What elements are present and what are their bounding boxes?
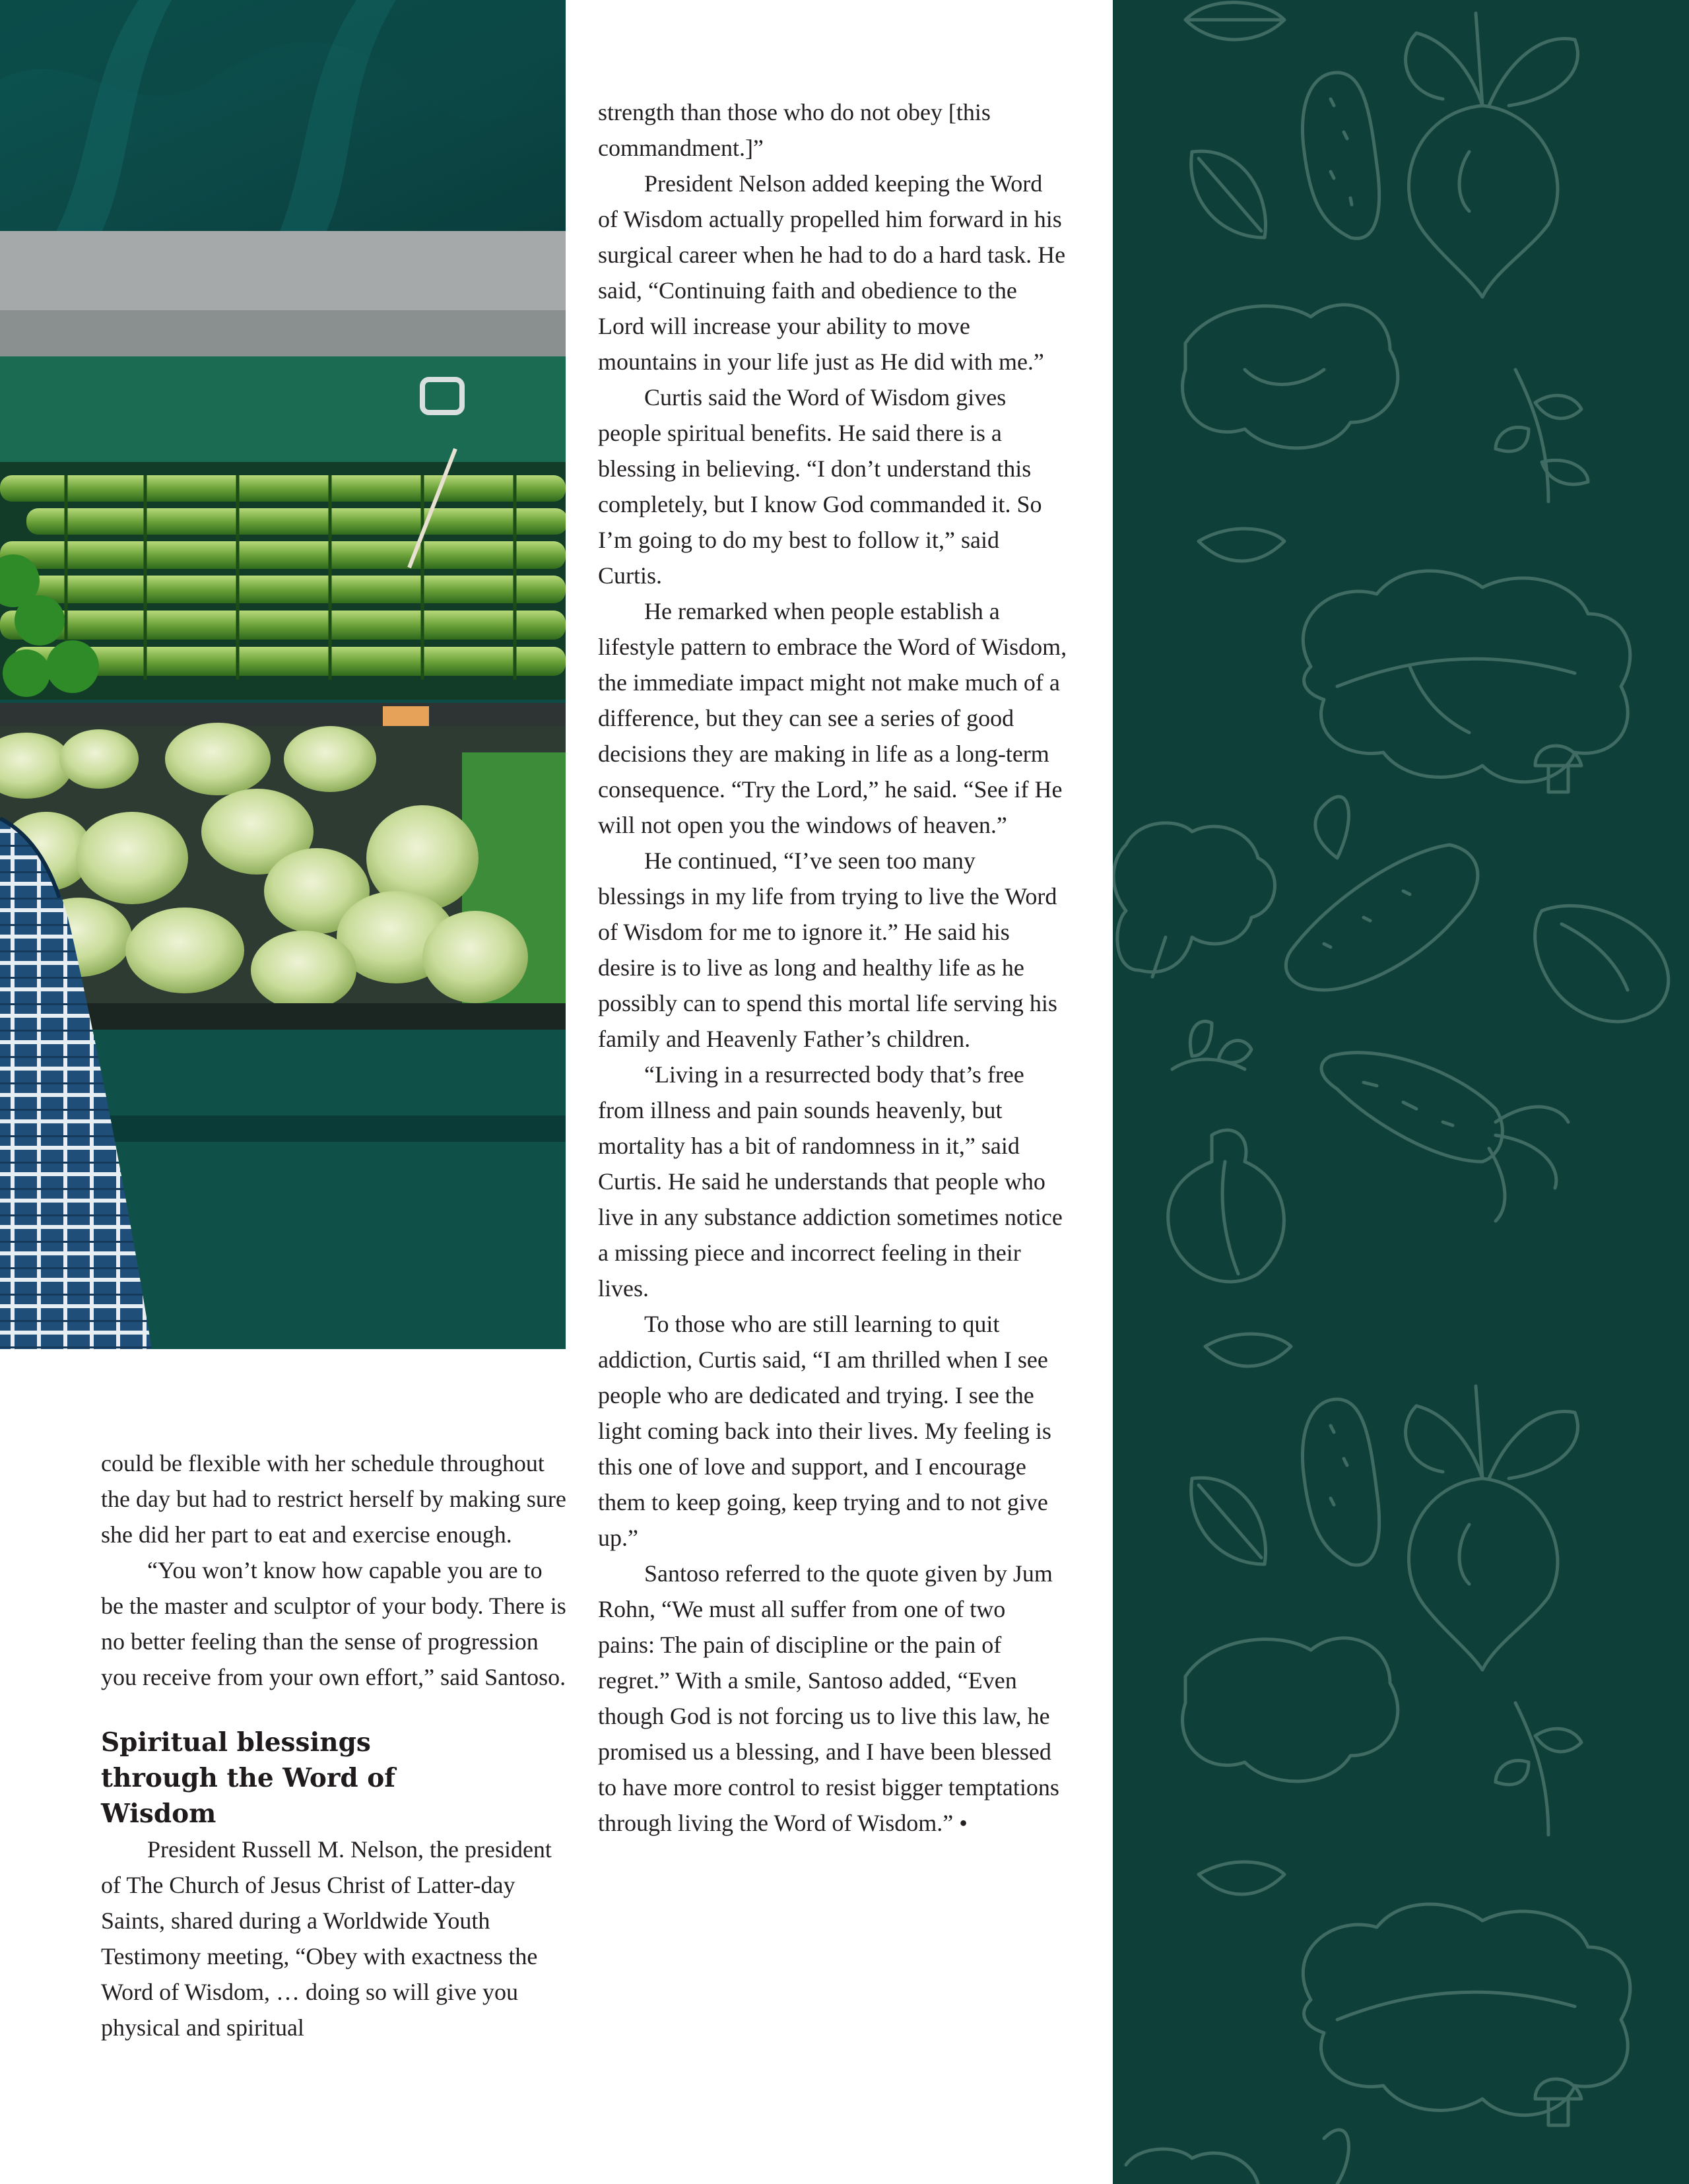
broccoli-icon: [1183, 1638, 1398, 1781]
body-paragraph: President Nelson added keeping the Word of Wisdom actually propelled him forward in his surgical career when he had to do a hard task. He said, “Continuing faith and obedience to the Lord will increase your ability to move mountains in your life just as He did with me.”: [598, 170, 1066, 375]
leaf-icon: [1185, 3, 1284, 40]
beet-icon: [1406, 1386, 1578, 1670]
carrot-icon: [1321, 1053, 1568, 1221]
broccoli-icon: [1183, 305, 1398, 448]
body-paragraph: “You won’t know how capable you are to be the master and sculptor of your body. There is no better feeling than the sense of progression you receive from your own effort,” said Santoso.: [101, 1557, 566, 1690]
cucumber-icon: [1286, 845, 1478, 990]
body-paragraph: could be flexible with her schedule throughout the day but had to restrict herself by making sure she did her part to eat and exercise enough.: [101, 1450, 566, 1548]
leaf-icon: [1324, 2130, 1348, 2184]
leaf-icon: [1205, 1334, 1291, 1366]
leaf-icon: [1199, 1862, 1284, 1894]
mushroom-icon: [1535, 746, 1581, 792]
herb-sprig-icon: [1172, 1021, 1251, 1069]
garlic-icon: [1168, 1130, 1284, 1282]
body-paragraph: President Russell M. Nelson, the president of The Church of Jesus Christ of Latter-day Saints, shared during a Worldwide Youth Testimony meeting, “Obey with exactness the Word of Wisdom, … doing so will give you physical and spiritual: [101, 1836, 552, 2041]
body-paragraph: Santoso referred to the quote given by Jum Rohn, “We must all suffer from one of two pains: The pain of discipline or the pain of regret.” With a smile, Santoso added, “Even though God is not forcing us to live this law, he promised us a blessing, and I have been blessed to have more control to resist bigger temptations through living the Word of Wisdom.” •: [598, 1560, 1059, 1836]
cucumber-icon: [1302, 1399, 1379, 1565]
herb-sprig-icon: [1496, 370, 1588, 502]
leaf-icon: [1191, 1478, 1266, 1564]
decorative-vegetable-panel: [1113, 0, 1689, 2184]
body-paragraph: He remarked when people establish a lifestyle pattern to embrace the Word of Wisdom, the immediate impact might not make much of a difference, but they can see a series of good decisions they are making in life as a long-term consequence. “Try the Lord,” he said. “See if He will not open you the windows of heaven.”: [598, 598, 1067, 838]
broccoli-icon: [1113, 823, 1275, 977]
leaf-icon: [1191, 151, 1266, 238]
mushroom-icon: [1535, 2079, 1581, 2125]
herb-sprig-icon: [1496, 1703, 1581, 1835]
artichoke-icon: [1535, 906, 1669, 1022]
body-paragraph: strength than those who do not obey [this commandment.]”: [598, 99, 991, 161]
produce-photo: [0, 0, 566, 1349]
section-heading: Spiritual blessings through the Word of Wisdom: [101, 1727, 396, 1829]
beet-icon: [1406, 13, 1578, 297]
body-paragraph: He continued, “I’ve seen too many blessings in my life from trying to live the Word of Wisdom for me to ignore it.” He said his desire is to live as long and healthy life as he possibly can to spend this mortal life serving his family and Heavenly Father’s children.: [598, 847, 1057, 1052]
produce-photo-illustration: [0, 0, 566, 1349]
body-paragraph: “Living in a resurrected body that’s free from illness and pain sounds heavenly, but mortality has a bit of randomness in it,” said Curtis. He said he understands that people who live in any substance addiction sometimes notice a missing piece and incorrect feeling in their lives.: [598, 1061, 1063, 1302]
leaf-icon: [1315, 797, 1349, 858]
body-paragraph: Curtis said the Word of Wisdom gives people spiritual benefits. He said there is a blessing in believing. “I don’t understand this completely, but I know God commanded it. So I’m going to do my best to follow it,” said Curtis.: [598, 384, 1042, 589]
middle-text-column: [598, 94, 1068, 1841]
leaf-icon: [1199, 529, 1284, 561]
left-text-column: [101, 1445, 566, 2045]
lettuce-icon: [1303, 571, 1630, 782]
broccoli-icon: [1126, 2149, 1258, 2184]
body-paragraph: To those who are still learning to quit addiction, Curtis said, “I am thrilled when I see people who are dedicated and trying. I see the light coming back into their lives. My feeling is this one of love and support, and I encourage them to keep going, keep trying and to not give up.”: [598, 1311, 1051, 1551]
lettuce-icon: [1303, 1904, 1630, 2115]
cucumber-icon: [1302, 73, 1379, 238]
